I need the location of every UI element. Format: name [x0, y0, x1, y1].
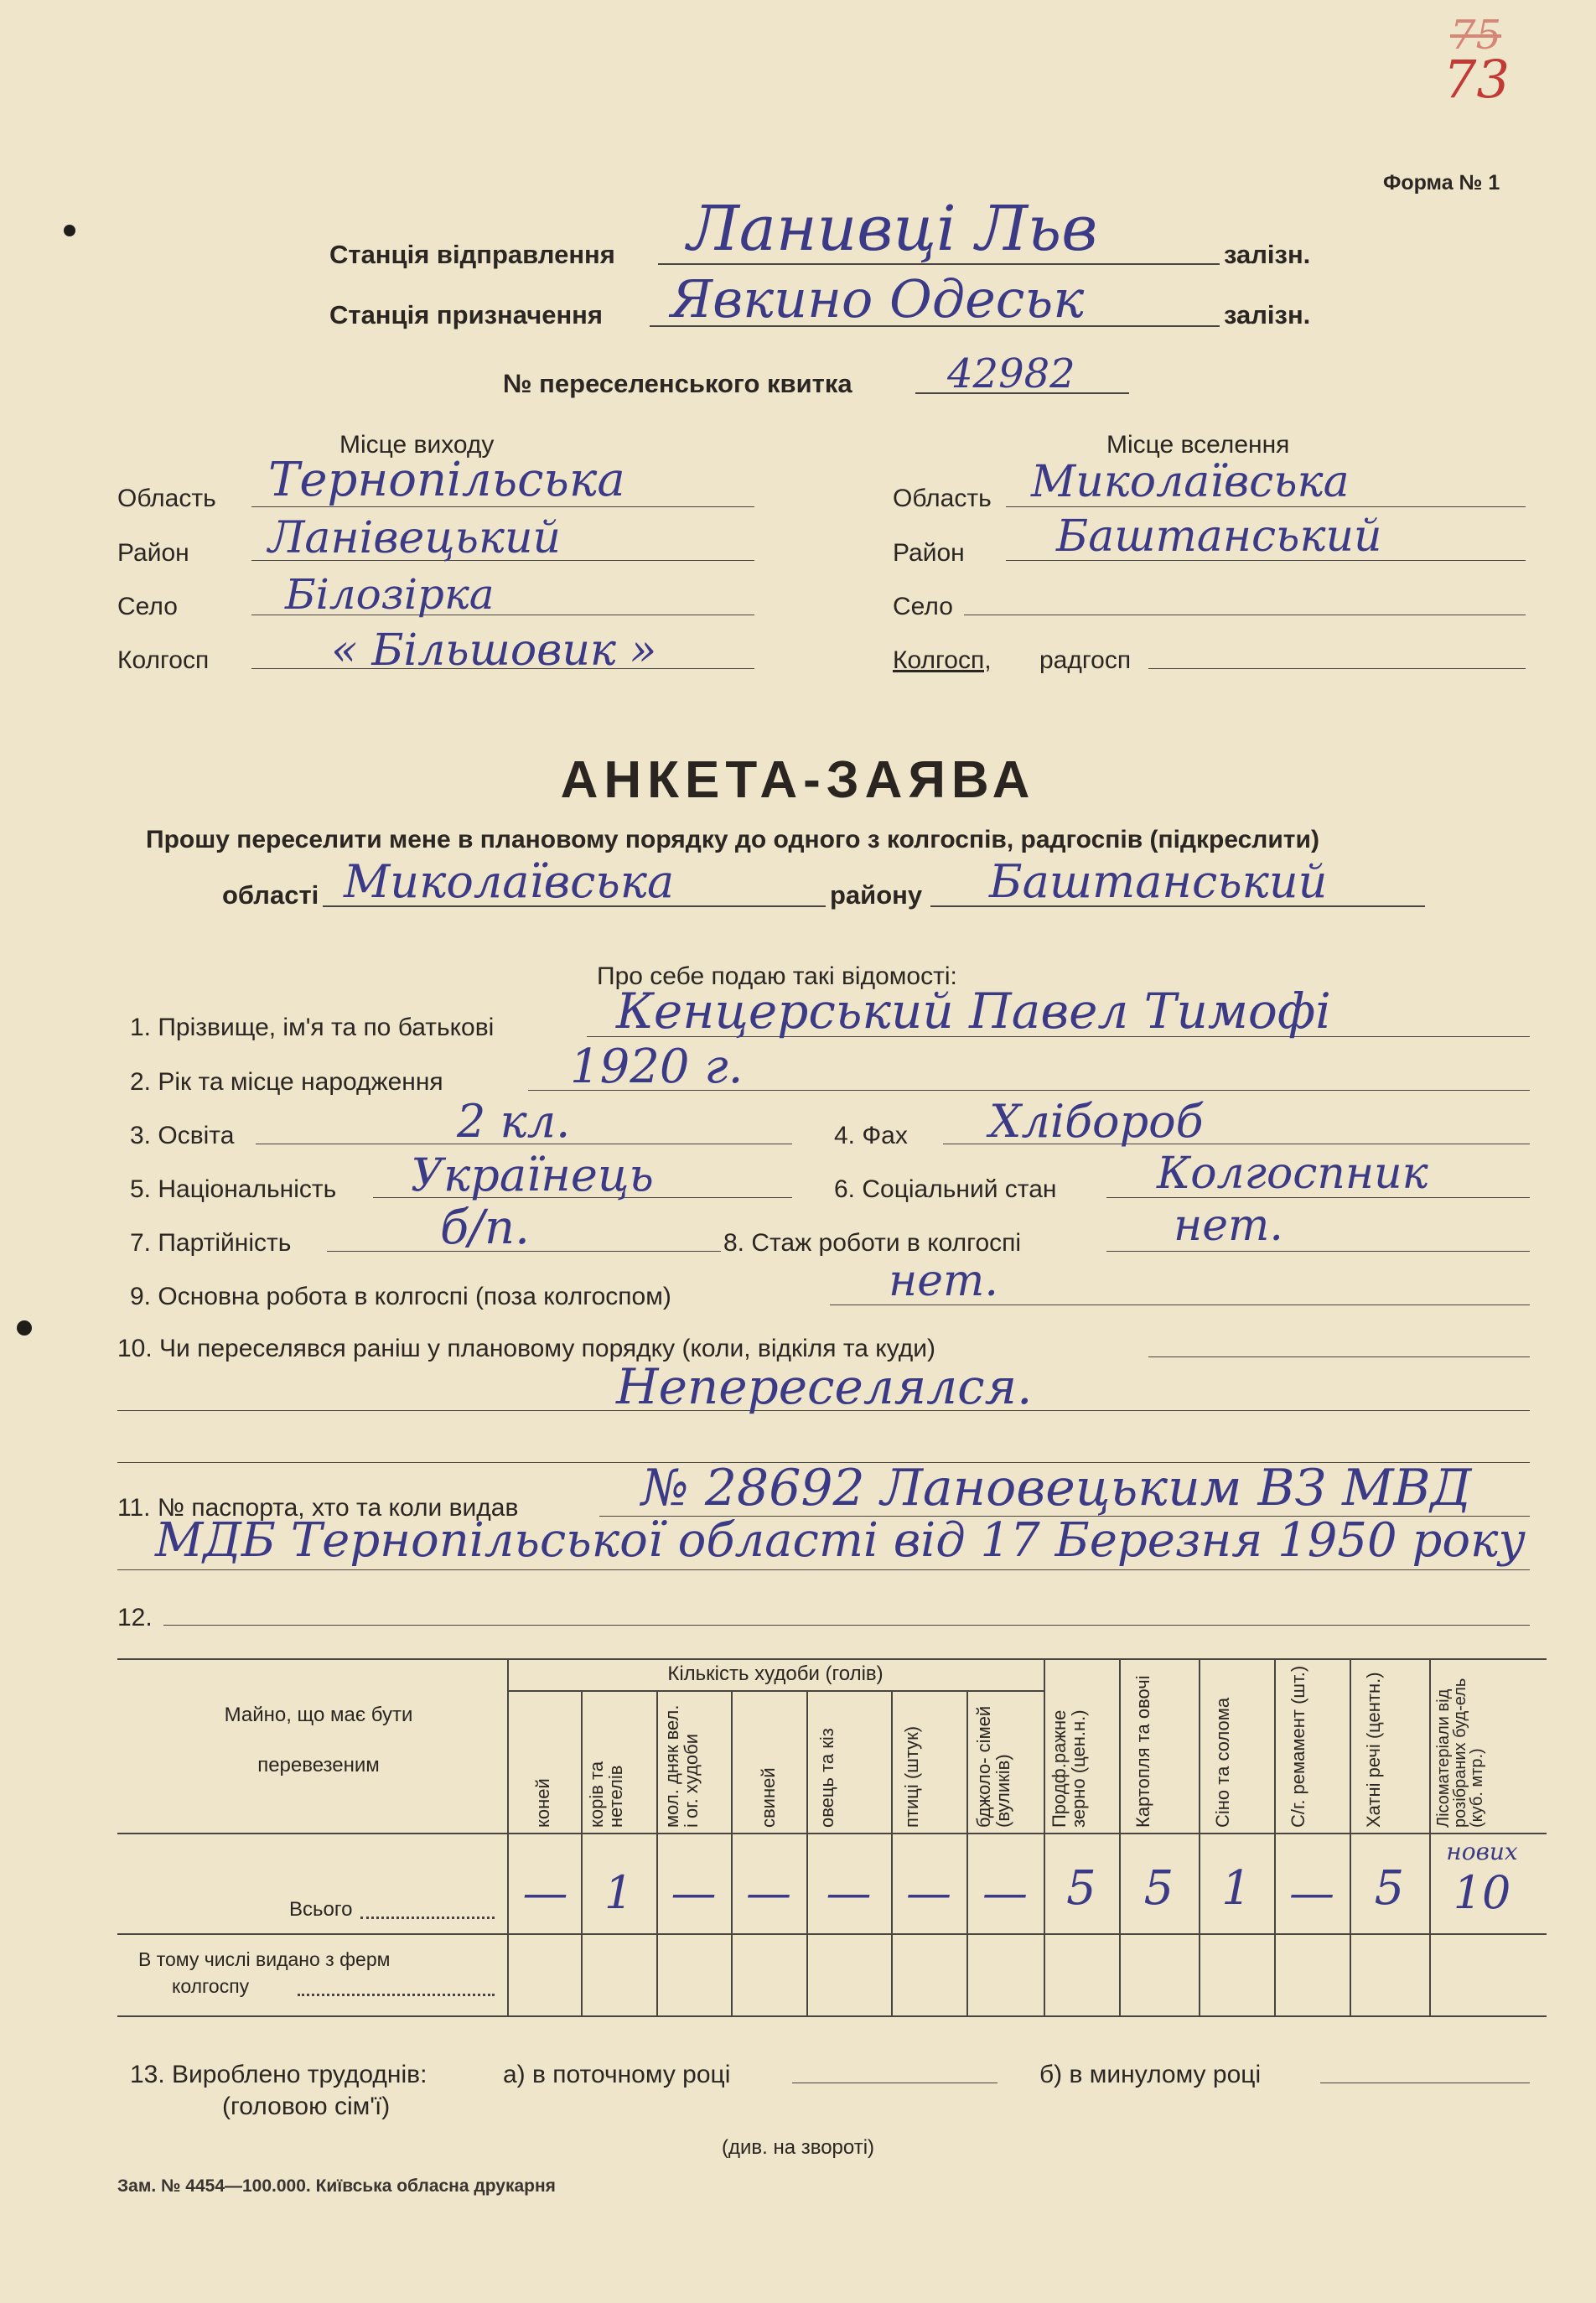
intro-text: Про себе подаю такі відомості: — [597, 962, 957, 990]
field-1-label: 1. Прізвище, ім'я та по батькові — [130, 1014, 495, 1041]
field-7-value: б/п. — [440, 1201, 530, 1255]
origin-district-label: Район — [117, 539, 189, 567]
dest-district-value: Баштанський — [1056, 511, 1382, 562]
departure-value: Ланивці Льв — [687, 193, 1098, 265]
dest-village-label: Село — [893, 593, 953, 620]
see-back-note: (див. на звороті) — [721, 2136, 875, 2159]
col-header-horses: коней — [532, 1778, 553, 1828]
origin-region-label: Область — [117, 485, 216, 512]
departure-label: Станція відправлення — [329, 240, 615, 269]
col-header-young-cattle: мол. дняк вел. і ог. худоби — [661, 1704, 702, 1828]
field-11-label: 11. № паспорта, хто та коли видав — [117, 1494, 519, 1522]
binding-hole — [64, 225, 75, 236]
field-6-label: 6. Соціальний стан — [834, 1175, 1057, 1203]
col-header-beehives: бджоло- сімей (вуликів) — [973, 1705, 1013, 1828]
total-poultry: — — [906, 1866, 951, 1919]
binding-hole — [17, 1320, 32, 1336]
field-8-value: нет. — [1174, 1201, 1283, 1251]
col-divider — [1044, 1658, 1045, 2015]
field-12-line — [163, 1625, 1530, 1626]
col-divider — [1429, 1658, 1431, 2015]
field-9-label: 9. Основна робота в колгоспі (поза колгоспом) — [130, 1283, 671, 1310]
table-top-border — [117, 1658, 1547, 1660]
field-11-line-2 — [117, 1569, 1530, 1570]
total-grain: 5 — [1066, 1861, 1096, 1916]
destination-suffix: залізн. — [1224, 300, 1311, 329]
property-label-2: перевезеним — [257, 1754, 380, 1777]
col-divider — [966, 1690, 968, 2015]
dest-kolkhoz-line — [1148, 668, 1526, 669]
field-3-label: 3. Освіта — [130, 1122, 235, 1149]
field-5-label: 5. Національність — [130, 1175, 337, 1203]
field-1-value: Кенцерський Павел Тимофі — [616, 983, 1331, 1040]
livestock-group-header: Кількість худоби (голів) — [667, 1662, 884, 1685]
col-header-poultry: птиці (штук) — [901, 1725, 922, 1828]
farm-dots — [298, 1994, 495, 1996]
property-label-1: Майно, що має бути — [224, 1704, 413, 1726]
col-header-pigs: свиней — [758, 1767, 779, 1828]
dest-kolkhoz-label: Колгосп, — [893, 646, 992, 674]
farm-label-1: В тому числі видано з ферм — [138, 1948, 391, 1970]
field-8-line — [1106, 1251, 1530, 1252]
total-pigs: — — [746, 1866, 791, 1919]
col-divider — [1274, 1658, 1276, 2015]
col-divider — [1199, 1658, 1200, 2015]
col-header-hay: Сіно та солома — [1212, 1697, 1233, 1828]
destination-label: Станція призначення — [329, 300, 603, 329]
col-header-household: Хатні речі (центн.) — [1363, 1672, 1384, 1828]
col-divider — [891, 1690, 893, 2015]
total-young-cattle: — — [671, 1866, 717, 1919]
sheet-number: 73 — [1443, 49, 1510, 110]
field-4-label: 4. Фах — [834, 1122, 908, 1149]
col-divider — [656, 1690, 658, 2015]
total-sheep: — — [826, 1866, 872, 1919]
col-divider — [1350, 1658, 1351, 2015]
origin-village-label: Село — [117, 593, 178, 620]
origin-heading: Місце виходу — [339, 431, 495, 459]
field-2-label: 2. Рік та місце народження — [130, 1068, 443, 1096]
request-region-value: Миколаївська — [344, 855, 675, 908]
origin-district-value: Ланівецький — [268, 513, 561, 563]
total-label: Всього — [289, 1898, 353, 1921]
workdays-sublabel: (головою сім'ї) — [222, 2093, 391, 2120]
col-divider — [581, 1690, 583, 2015]
col-divider — [1119, 1658, 1121, 2015]
request-district-label: району — [830, 880, 923, 910]
field-6-value: Колгоспник — [1157, 1149, 1428, 1199]
field-12-label: 12. — [117, 1604, 153, 1631]
ticket-label: № переселенського квитка — [503, 369, 852, 398]
table-header-bottom — [117, 1833, 1547, 1834]
field-4-value: Хлібороб — [989, 1095, 1204, 1148]
field-10-line — [1148, 1356, 1530, 1357]
form-title: АНКЕТА-ЗАЯВА — [560, 751, 1036, 809]
dest-district-label: Район — [893, 539, 965, 567]
ticket-value: 42982 — [947, 350, 1075, 397]
workdays-previous-label: б) в минулому році — [1039, 2061, 1262, 2088]
col-header-cows: корів та нетелів — [586, 1761, 626, 1828]
field-10-value: Непереселялся. — [616, 1358, 1033, 1415]
workdays-current-label: а) в поточному році — [503, 2061, 731, 2088]
dest-region-label: Область — [893, 485, 992, 512]
field-8-label: 8. Стаж роботи в колгоспі — [723, 1229, 1022, 1257]
origin-region-value: Тернопільська — [268, 453, 625, 507]
total-cows: 1 — [604, 1866, 634, 1919]
total-dots — [360, 1917, 495, 1919]
field-7-label: 7. Партійність — [130, 1229, 292, 1257]
col-header-implements: С/г. ремамент (шт.) — [1288, 1665, 1308, 1828]
dest-region-value: Миколаївська — [1031, 457, 1350, 507]
workdays-label: 13. Вироблено трудоднів: — [130, 2061, 428, 2088]
col-header-timber: Лісоматеріали від розібраних буд-ель (куб. мтр.) — [1434, 1678, 1486, 1828]
departure-suffix: залізн. — [1224, 240, 1311, 269]
farm-label-2: колгоспу — [172, 1975, 250, 1997]
origin-kolkhoz-label: Колгосп — [117, 646, 210, 674]
origin-village-value: Білозірка — [285, 570, 495, 619]
total-horses: — — [522, 1866, 568, 1919]
total-timber: 10 — [1453, 1866, 1511, 1919]
total-beehives: — — [982, 1866, 1028, 1919]
field-9-value: нет. — [889, 1256, 998, 1306]
request-region-label: області — [222, 880, 319, 910]
col-divider — [731, 1690, 733, 2015]
field-11-line2: МДБ Тернопільської області від 17 Березня 1950 року — [155, 1513, 1526, 1568]
old-sheet-number: 75 — [1450, 12, 1502, 59]
table-total-bottom — [117, 1933, 1547, 1935]
printer-footer: Зам. № 4454—100.000. Київська обласна друкарня — [117, 2176, 556, 2196]
field-11-line1: № 28692 Лановецьким ВЗ МВД — [641, 1459, 1472, 1517]
total-timber-note: нових — [1446, 1838, 1518, 1865]
field-10-label: 10. Чи переселявся раніш у плановому порядку (коли, відкіля та куди) — [117, 1335, 936, 1362]
col-header-potatoes: Картопля та овочі — [1132, 1675, 1153, 1828]
col-header-sheep: овець та кіз — [816, 1728, 837, 1828]
col-header-grain: Продф.ражне зерно (цен.н.) — [1049, 1709, 1089, 1828]
table-bottom-border — [117, 2015, 1547, 2017]
field-3-value: 2 кл. — [457, 1095, 571, 1148]
livestock-group-divider — [507, 1690, 1044, 1692]
origin-kolkhoz-value: « Більшовик » — [331, 625, 657, 676]
form-number: Форма № 1 — [1383, 171, 1500, 195]
col-divider — [806, 1690, 808, 2015]
total-potatoes: 5 — [1143, 1861, 1174, 1916]
col-divider — [507, 1658, 509, 2015]
total-implements: — — [1289, 1866, 1334, 1919]
request-district-value: Баштанський — [989, 855, 1328, 908]
total-hay: 1 — [1221, 1861, 1251, 1916]
field-5-value: Українець — [411, 1149, 654, 1201]
destination-value: Явкино Одеськ — [671, 268, 1085, 329]
request-text: Прошу переселити мене в плановому порядку до одного з колгоспів, радгоспів (підкреслити) — [146, 826, 1319, 853]
dest-radhosp-label: радгосп — [1039, 646, 1132, 674]
field-2-value: 1920 г. — [570, 1040, 744, 1094]
dest-heading: Місце вселення — [1106, 431, 1290, 459]
total-household: 5 — [1374, 1861, 1405, 1916]
